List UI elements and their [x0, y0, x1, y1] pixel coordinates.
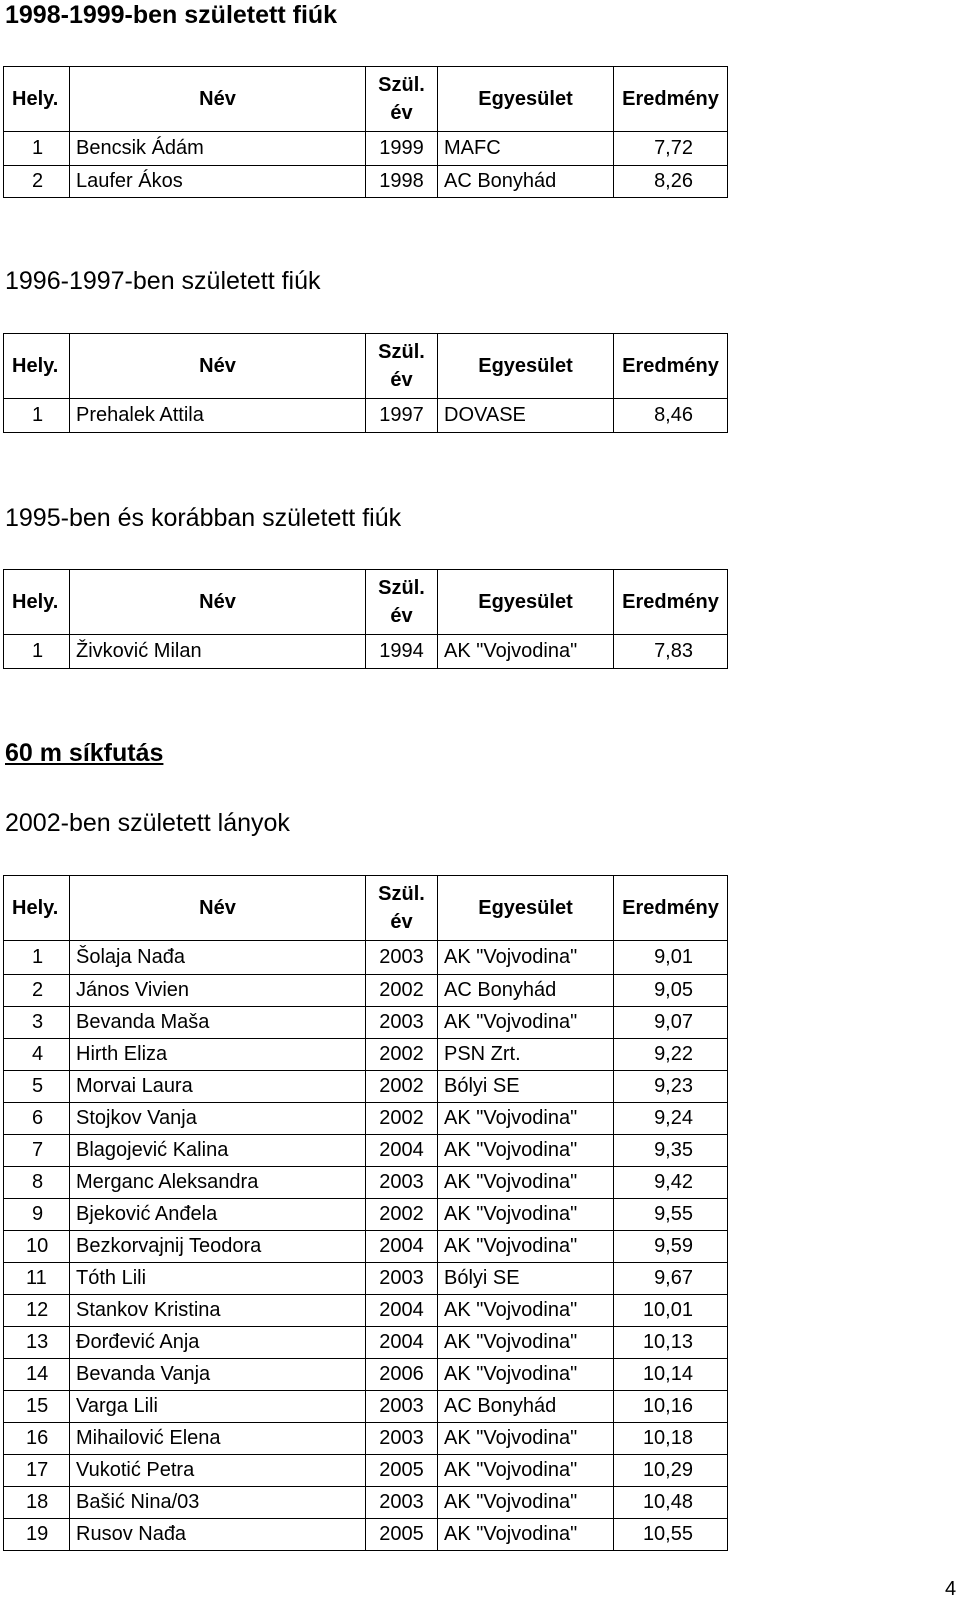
cell-club: AK "Vojvodina" — [438, 1295, 614, 1327]
cell-club: AK "Vojvodina" — [438, 1199, 614, 1231]
table-row — [4, 941, 728, 975]
cell-year: 2002 — [366, 1039, 438, 1071]
cell-result: 9,01 — [614, 941, 728, 975]
header-club: Egyesület — [438, 67, 614, 132]
cell-club: Bólyi SE — [438, 1071, 614, 1103]
cell-club: AK "Vojvodina" — [438, 1519, 614, 1551]
cell-year: 2003 — [366, 941, 438, 975]
table-row — [4, 1039, 728, 1071]
cell-name: Tóth Lili — [70, 1263, 366, 1295]
cell-club: AK "Vojvodina" — [438, 1455, 614, 1487]
cell-club: Bólyi SE — [438, 1263, 614, 1295]
header-year: Szül. év — [366, 67, 438, 132]
cell-rank: 13 — [4, 1327, 70, 1359]
cell-result: 9,67 — [614, 1263, 728, 1295]
cell-year: 2003 — [366, 1167, 438, 1199]
cell-year: 2003 — [366, 1007, 438, 1039]
cell-rank: 11 — [4, 1263, 70, 1295]
table-row — [4, 1007, 728, 1039]
cell-club: AK "Vojvodina" — [438, 1423, 614, 1455]
cell-year: 2004 — [366, 1295, 438, 1327]
cell-rank: 17 — [4, 1455, 70, 1487]
cell-year: 2004 — [366, 1135, 438, 1167]
cell-rank: 5 — [4, 1071, 70, 1103]
cell-name: Morvai Laura — [70, 1071, 366, 1103]
table-row: 2 Laufer Ákos 1998 AC Bonyhád 8,26 — [4, 166, 728, 198]
cell-name: Blagojević Kalina — [70, 1135, 366, 1167]
cell-result: 10,14 — [614, 1359, 728, 1391]
table-row — [4, 1071, 728, 1103]
cell-year: 2003 — [366, 1487, 438, 1519]
cell-club: AK "Vojvodina" — [438, 1327, 614, 1359]
section-title: 1996-1997-ben született fiúk — [5, 267, 321, 295]
cell-year: 2003 — [366, 1423, 438, 1455]
cell-result: 9,35 — [614, 1135, 728, 1167]
cell-year: 2003 — [366, 1263, 438, 1295]
cell-result: 9,59 — [614, 1231, 728, 1263]
table-row — [4, 1295, 728, 1327]
cell-year: 2002 — [366, 1199, 438, 1231]
cell-rank: 9 — [4, 1199, 70, 1231]
cell-name: Šolaja Nađa — [70, 941, 366, 975]
cell-year: 2002 — [366, 1103, 438, 1135]
cell-club: AC Bonyhád — [438, 975, 614, 1007]
table-header-row: Hely. Név Szül. év Egyesület Eredmény — [4, 334, 728, 399]
cell-result: 10,01 — [614, 1295, 728, 1327]
cell-name: Stojkov Vanja — [70, 1103, 366, 1135]
cell-rank: 12 — [4, 1295, 70, 1327]
cell-result: 10,18 — [614, 1423, 728, 1455]
results-table — [3, 875, 728, 1551]
section-title: 1998-1999-ben született fiúk — [5, 1, 338, 29]
cell-rank: 2 — [4, 975, 70, 1007]
cell-result: 9,42 — [614, 1167, 728, 1199]
page-number: 4 — [945, 1578, 957, 1600]
cell-club: AK "Vojvodina" — [438, 941, 614, 975]
cell-result: 9,22 — [614, 1039, 728, 1071]
cell-rank: 19 — [4, 1519, 70, 1551]
cell-rank: 7 — [4, 1135, 70, 1167]
cell-name: Bjeković Anđela — [70, 1199, 366, 1231]
table-row — [4, 975, 728, 1007]
table-row — [4, 1263, 728, 1295]
table-row — [4, 1199, 728, 1231]
cell-rank: 3 — [4, 1007, 70, 1039]
table-row — [4, 1455, 728, 1487]
table-row — [4, 1359, 728, 1391]
cell-club: AK "Vojvodina" — [438, 1359, 614, 1391]
cell-club: AK "Vojvodina" — [438, 1167, 614, 1199]
section-title: 1995-ben és korábban született fiúk — [5, 504, 402, 532]
cell-name: Hirth Eliza — [70, 1039, 366, 1071]
header-result: Eredmény — [614, 67, 728, 132]
cell-result: 10,13 — [614, 1327, 728, 1359]
cell-result: 9,55 — [614, 1199, 728, 1231]
table-header-row: Hely. Név Szül. év Egyesület Eredmény — [4, 570, 728, 635]
cell-rank: 8 — [4, 1167, 70, 1199]
cell-result: 10,55 — [614, 1519, 728, 1551]
cell-result: 10,48 — [614, 1487, 728, 1519]
cell-year: 2002 — [366, 975, 438, 1007]
cell-rank: 6 — [4, 1103, 70, 1135]
cell-year: 2004 — [366, 1231, 438, 1263]
cell-name: Đorđević Anja — [70, 1327, 366, 1359]
cell-name: Vukotić Petra — [70, 1455, 366, 1487]
cell-year: 2005 — [366, 1519, 438, 1551]
cell-name: Bevanda Vanja — [70, 1359, 366, 1391]
cell-year: 2004 — [366, 1327, 438, 1359]
event-title: 60 m síkfutás — [5, 739, 164, 767]
table-header-row — [4, 67, 728, 132]
table-header-row: Hely. Név Szül. év Egyesület Eredmény — [4, 876, 728, 941]
cell-name: Bevanda Maša — [70, 1007, 366, 1039]
cell-club: AK "Vojvodina" — [438, 1103, 614, 1135]
cell-rank: 15 — [4, 1391, 70, 1423]
cell-rank: 4 — [4, 1039, 70, 1071]
cell-result: 9,23 — [614, 1071, 728, 1103]
table-row — [4, 1103, 728, 1135]
header-rank: Hely. — [4, 67, 70, 132]
cell-club: AC Bonyhád — [438, 1391, 614, 1423]
table-row — [4, 1231, 728, 1263]
cell-year: 2003 — [366, 1391, 438, 1423]
cell-result: 10,29 — [614, 1455, 728, 1487]
header-name: Név — [70, 67, 366, 132]
cell-result: 9,07 — [614, 1007, 728, 1039]
cell-club: AK "Vojvodina" — [438, 1231, 614, 1263]
cell-year: 2002 — [366, 1071, 438, 1103]
cell-rank: 16 — [4, 1423, 70, 1455]
results-table — [3, 66, 728, 198]
cell-rank: 10 — [4, 1231, 70, 1263]
section-title: 2002-ben született lányok — [5, 809, 290, 837]
cell-name: Stankov Kristina — [70, 1295, 366, 1327]
results-table — [3, 333, 728, 433]
cell-result: 10,16 — [614, 1391, 728, 1423]
table-row — [4, 1391, 728, 1423]
cell-name: Rusov Nađa — [70, 1519, 366, 1551]
table-row — [4, 1423, 728, 1455]
cell-name: Mihailović Elena — [70, 1423, 366, 1455]
cell-year: 2005 — [366, 1455, 438, 1487]
table-row — [4, 1487, 728, 1519]
cell-rank: 14 — [4, 1359, 70, 1391]
cell-result: 9,05 — [614, 975, 728, 1007]
cell-name: Bašić Nina/03 — [70, 1487, 366, 1519]
table-row: 1 Živković Milan 1994 AK "Vojvodina" 7,83 — [4, 635, 728, 669]
cell-club: AK "Vojvodina" — [438, 1135, 614, 1167]
table-row: 1 Prehalek Attila 1997 DOVASE 8,46 — [4, 399, 728, 433]
table-row — [4, 1167, 728, 1199]
cell-name: Merganc Aleksandra — [70, 1167, 366, 1199]
cell-result: 9,24 — [614, 1103, 728, 1135]
table-row — [4, 1135, 728, 1167]
cell-name: Varga Lili — [70, 1391, 366, 1423]
cell-year: 2006 — [366, 1359, 438, 1391]
table-row — [4, 1327, 728, 1359]
cell-club: AK "Vojvodina" — [438, 1007, 614, 1039]
cell-name: János Vivien — [70, 975, 366, 1007]
cell-rank: 18 — [4, 1487, 70, 1519]
cell-rank: 1 — [4, 941, 70, 975]
results-table — [3, 569, 728, 669]
cell-club: PSN Zrt. — [438, 1039, 614, 1071]
cell-name: Bezkorvajnij Teodora — [70, 1231, 366, 1263]
table-row: 1 Bencsik Ádám 1999 MAFC 7,72 — [4, 132, 728, 166]
cell-club: AK "Vojvodina" — [438, 1487, 614, 1519]
table-row — [4, 1519, 728, 1551]
